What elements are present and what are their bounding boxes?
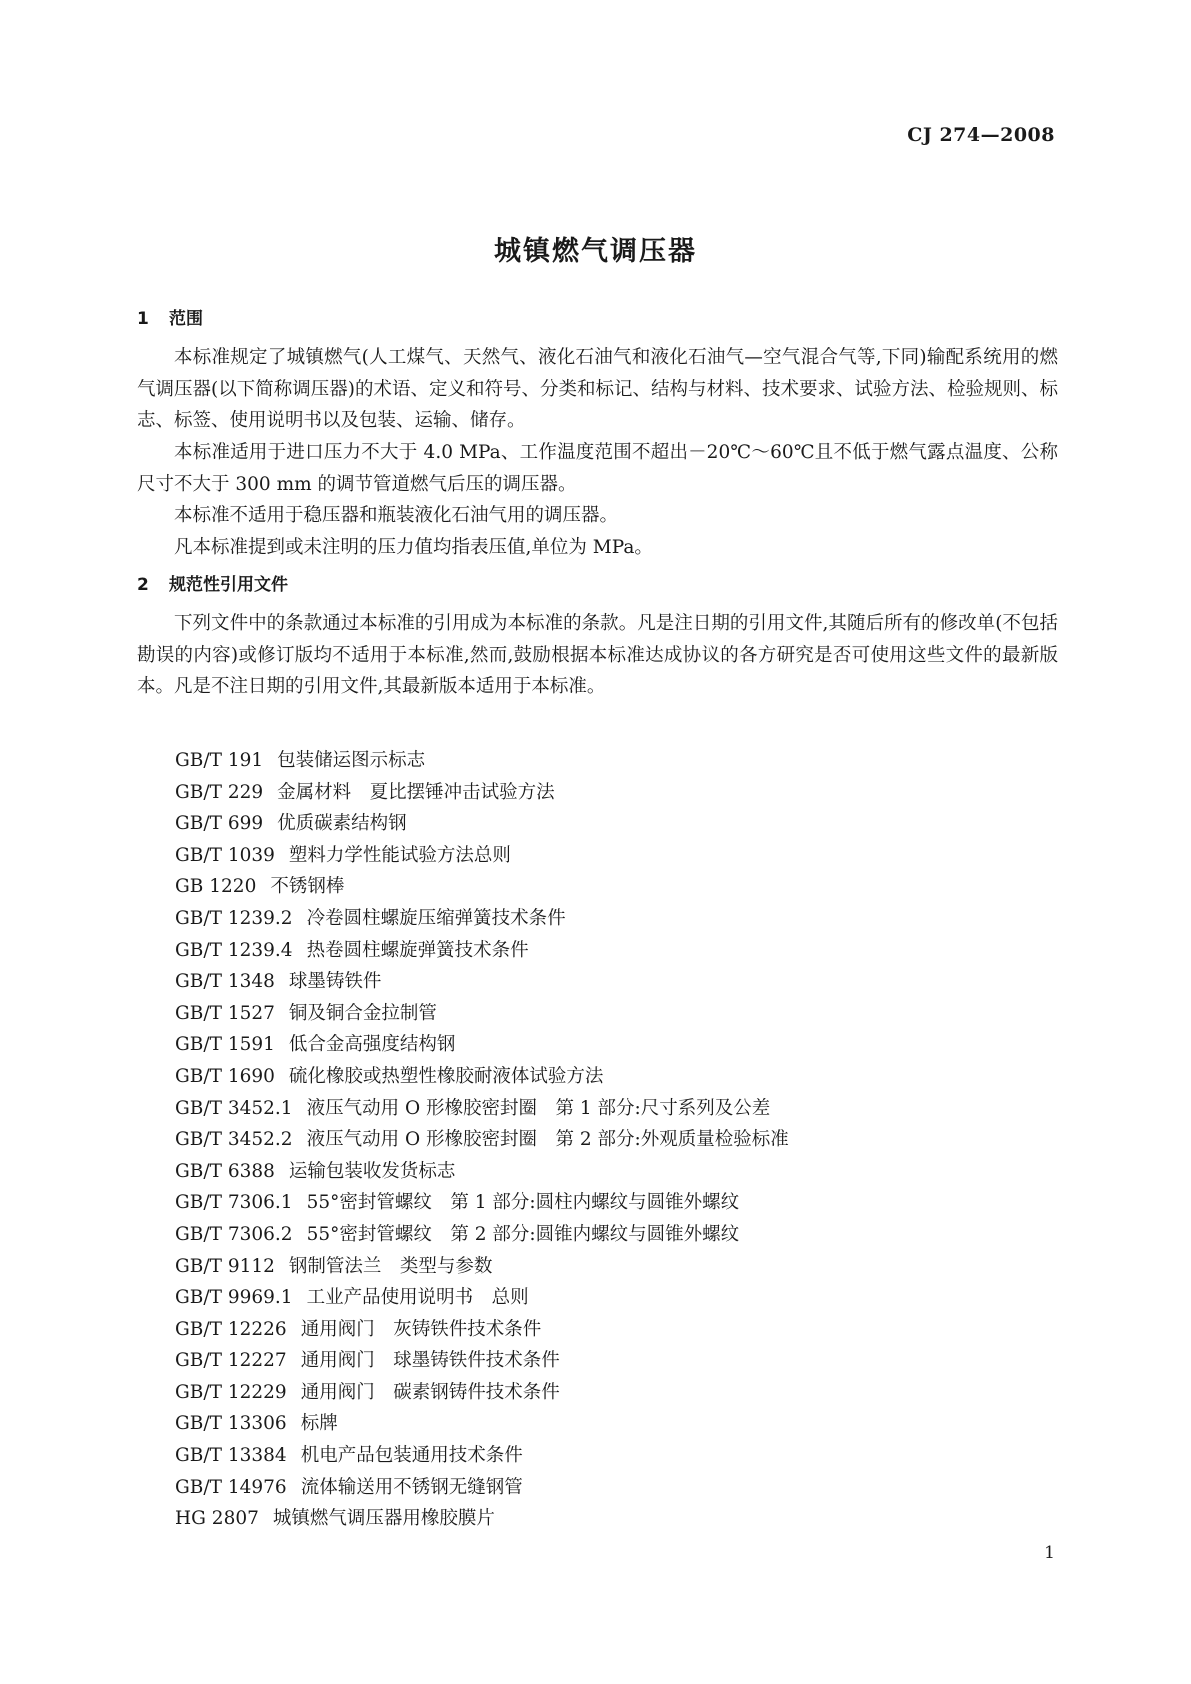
page-number: 1 [1044, 1543, 1055, 1563]
reference-code: GB/T 13384 [175, 1445, 287, 1467]
list-item [175, 1093, 789, 1125]
list-item [175, 745, 789, 777]
reference-code: GB/T 14976 [175, 1476, 287, 1498]
reference-title: 工业产品使用说明书 总则 [306, 1287, 529, 1309]
reference-title: 流体输送用不锈钢无缝钢管 [300, 1476, 523, 1498]
page-title: 城镇燃气调压器 [494, 236, 697, 267]
list-item [175, 1187, 789, 1219]
paragraph: 下列文件中的条款通过本标准的引用成为本标准的条款。凡是注日期的引用文件,其随后所有的修改单(不包括勘误的内容)或修订版均不适用于本标准,然而,鼓励根据本标准达成协议的各方研究是否可使用这些文件的最新版本。凡是不注日期的引用文件,其最新版本适用于本标准。 [137, 613, 1058, 697]
list-item [175, 1124, 789, 1156]
reference-title: 硫化橡胶或热塑性橡胶耐液体试验方法 [288, 1065, 604, 1087]
reference-title: 球墨铸铁件 [288, 971, 382, 993]
list-item [175, 1408, 789, 1440]
list-item [175, 935, 789, 967]
reference-title: 热卷圆柱螺旋弹簧技术条件 [306, 939, 529, 961]
list-item [175, 903, 789, 935]
reference-code: GB/T 12229 [175, 1381, 287, 1403]
list-item [175, 1029, 789, 1061]
reference-title: 55°密封管螺纹 第 2 部分:圆锥内螺纹与圆锥外螺纹 [306, 1223, 740, 1245]
list-item [175, 966, 789, 998]
reference-title: 铜及铜合金拉制管 [288, 1002, 437, 1024]
reference-code: GB/T 12226 [175, 1318, 287, 1340]
paragraph: 本标准规定了城镇燃气(人工煤气、天然气、液化石油气和液化石油气—空气混合气等,下同)输配系统用的燃气调压器(以下简称调压器)的术语、定义和符号、分类和标记、结构与材料、技术要求、试验方法、检验规则、标志、标签、使用说明书以及包装、运输、储存。 [137, 347, 1058, 431]
list-item [175, 1219, 789, 1251]
list-item [175, 1503, 789, 1535]
reference-list [175, 745, 789, 1535]
section-1-heading [137, 304, 203, 329]
reference-code: GB/T 7306.1 [175, 1192, 293, 1214]
standard-code: CJ 274—2008 [907, 124, 1055, 146]
reference-code: GB 1220 [175, 876, 257, 898]
reference-title: 液压气动用 O 形橡胶密封圈 第 2 部分:外观质量检验标准 [306, 1129, 789, 1151]
reference-title: 标牌 [300, 1413, 338, 1435]
reference-title: 通用阀门 灰铸铁件技术条件 [300, 1318, 542, 1340]
list-item [175, 840, 789, 872]
paragraph: 本标准适用于进口压力不大于 4.0 MPa、工作温度范围不超出－20℃～60℃且不低于燃气露点温度、公称尺寸不大于 300 mm 的调节管道燃气后压的调压器。 [137, 442, 1058, 495]
section-title: 范围 [169, 309, 203, 329]
list-item [175, 1314, 789, 1346]
reference-title: 优质碳素结构钢 [277, 813, 407, 835]
list-item [175, 1156, 789, 1188]
list-item [175, 1472, 789, 1504]
reference-code: GB/T 1239.2 [175, 907, 293, 929]
list-item [175, 871, 789, 903]
reference-code: GB/T 1239.4 [175, 939, 293, 961]
section-number: 1 [137, 309, 149, 329]
reference-title: 不锈钢棒 [270, 876, 345, 898]
list-item [175, 1345, 789, 1377]
list-item [175, 1061, 789, 1093]
reference-title: 城镇燃气调压器用橡胶膜片 [272, 1508, 495, 1530]
reference-code: GB/T 229 [175, 781, 264, 803]
reference-title: 通用阀门 碳素钢铸件技术条件 [300, 1381, 560, 1403]
reference-title: 液压气动用 O 形橡胶密封圈 第 1 部分:尺寸系列及公差 [306, 1097, 771, 1119]
reference-code: GB/T 1527 [175, 1002, 275, 1024]
reference-code: HG 2807 [175, 1508, 259, 1530]
paragraph: 凡本标准提到或未注明的压力值均指表压值,单位为 MPa。 [174, 537, 653, 558]
reference-code: GB/T 7306.2 [175, 1223, 293, 1245]
paragraph: 本标准不适用于稳压器和瓶装液化石油气用的调压器。 [174, 505, 619, 526]
reference-title: 冷卷圆柱螺旋压缩弹簧技术条件 [306, 907, 566, 929]
reference-title: 钢制管法兰 类型与参数 [288, 1255, 493, 1277]
reference-code: GB/T 1690 [175, 1065, 275, 1087]
reference-title: 塑料力学性能试验方法总则 [288, 844, 511, 866]
list-item [175, 1440, 789, 1472]
list-item [175, 777, 789, 809]
reference-code: GB/T 12227 [175, 1350, 287, 1372]
reference-title: 包装储运图示标志 [277, 750, 426, 771]
reference-code: GB/T 3452.1 [175, 1097, 293, 1119]
section-title: 规范性引用文件 [169, 575, 288, 595]
reference-title: 低合金高强度结构钢 [288, 1034, 456, 1056]
list-item [175, 1251, 789, 1283]
section-2-heading [137, 570, 288, 595]
reference-code: GB/T 9112 [175, 1255, 275, 1277]
reference-code: GB/T 1039 [175, 844, 275, 866]
reference-code: GB/T 699 [175, 813, 264, 835]
list-item [175, 1282, 789, 1314]
reference-title: 55°密封管螺纹 第 1 部分:圆柱内螺纹与圆锥外螺纹 [306, 1192, 740, 1214]
list-item [175, 1377, 789, 1409]
list-item [175, 808, 789, 840]
section-number: 2 [137, 575, 149, 595]
reference-code: GB/T 1348 [175, 971, 275, 993]
reference-title: 运输包装收发货标志 [288, 1160, 456, 1182]
reference-code: GB/T 3452.2 [175, 1129, 293, 1151]
reference-code: GB/T 13306 [175, 1413, 287, 1435]
reference-title: 机电产品包装通用技术条件 [300, 1445, 523, 1467]
reference-code: GB/T 1591 [175, 1034, 275, 1056]
reference-code: GB/T 191 [175, 750, 264, 771]
reference-code: GB/T 9969.1 [175, 1287, 293, 1309]
reference-title: 金属材料 夏比摆锤冲击试验方法 [277, 781, 555, 803]
reference-code: GB/T 6388 [175, 1160, 275, 1182]
reference-title: 通用阀门 球墨铸铁件技术条件 [300, 1350, 560, 1372]
list-item [175, 998, 789, 1030]
